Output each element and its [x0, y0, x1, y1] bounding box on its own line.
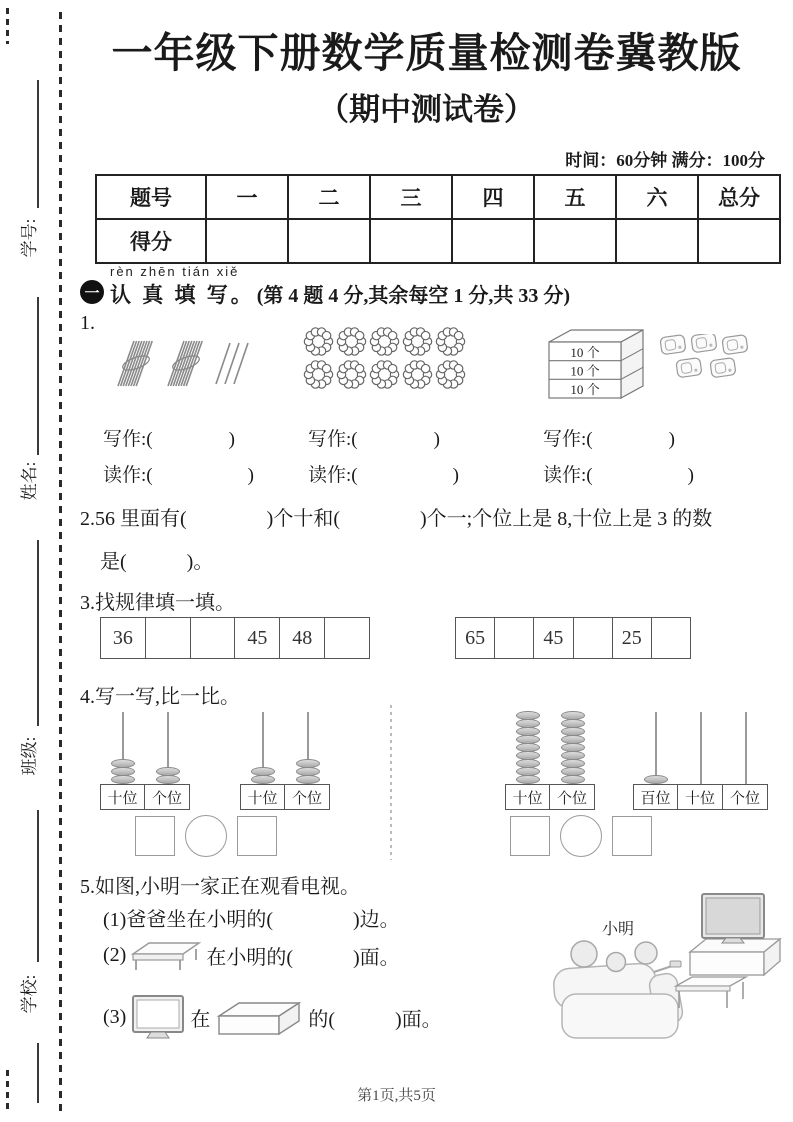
- sidebar-field-name: 姓名:: [20, 461, 39, 501]
- flower-ring: [402, 359, 433, 390]
- scene-person-label: 小明: [602, 921, 635, 938]
- abacus-place-label: 个位: [550, 784, 595, 810]
- score-table-header-cell: 总分: [698, 175, 780, 219]
- q2-line1: 2.56 里面有( )个十和( )个一;个位上是 8,十位上是 3 的数: [80, 508, 713, 530]
- compare-square: [612, 816, 652, 856]
- sequence-cell: [495, 617, 534, 659]
- flower-ring: [435, 326, 466, 357]
- flower-ring: [369, 359, 400, 390]
- sequence-table-2: [455, 617, 691, 659]
- abacus-rod: [723, 712, 768, 784]
- exam-meta: 时间：60分钟 满分：100分: [565, 151, 765, 170]
- sequence-cell: 48: [280, 617, 325, 659]
- abacus-place-label: 个位: [145, 784, 190, 810]
- sidebar-blank-line: [37, 540, 39, 726]
- q4-separator-line: [390, 705, 392, 860]
- tv-icon: [131, 994, 185, 1041]
- score-row-label-cell: 得分: [96, 219, 206, 263]
- abacus-column: [100, 712, 145, 810]
- scene-sofa: [553, 962, 684, 1038]
- abacus-bead: [644, 775, 668, 785]
- score-value-cell: [206, 219, 288, 263]
- abacus-rod: [285, 712, 330, 784]
- abacus-rod: [550, 712, 595, 784]
- score-table-header-cell: 五: [534, 175, 616, 219]
- abacus-rod: [678, 712, 723, 784]
- abacus-bead: [296, 775, 320, 785]
- q5-item-1: (1)爸爸坐在小明的( )边。: [103, 909, 400, 931]
- abacus-place-label: 百位: [633, 784, 678, 810]
- flower-ring: [369, 326, 400, 357]
- page-subtitle: （期中测试卷）: [318, 92, 535, 127]
- abacus-column: [240, 712, 285, 810]
- section-one-header: [80, 264, 570, 309]
- compare-square: [237, 816, 277, 856]
- sidebar-blank-line: [37, 297, 39, 455]
- section-score-note: (第 4 题 4 分,其余每空 1 分,共 33 分): [256, 285, 571, 307]
- sidebar-field-class: 班级:: [20, 736, 39, 776]
- score-table-corner-cell: 题号: [96, 175, 206, 219]
- q5-item2-text: 在小明的( )面。: [206, 946, 400, 969]
- abacus-rod: [100, 712, 145, 784]
- abacus-4: [633, 712, 768, 810]
- compare-group-right: [510, 815, 652, 857]
- abacus-2: [240, 712, 330, 810]
- sidebar-field-school: 学校:: [20, 974, 39, 1014]
- section-title: 认 真 填 写。: [110, 283, 255, 307]
- abacus-column: [678, 712, 723, 810]
- sticks-graphic: [110, 336, 250, 392]
- abacus-column: [550, 712, 595, 810]
- score-value-cell: [370, 219, 452, 263]
- q1-number: 1.: [80, 312, 95, 334]
- abacus-bead: [156, 775, 180, 785]
- score-value-row: [96, 219, 780, 263]
- score-table: [95, 174, 781, 264]
- abacus-place-label: 十位: [240, 784, 285, 810]
- q2-line2: 是( )。: [100, 551, 214, 573]
- write-blank: 写作:( ): [308, 429, 440, 450]
- q5-item3-number: (3): [103, 1006, 127, 1028]
- flowers-graphic: [303, 326, 473, 390]
- sequence-table-1: [100, 617, 370, 659]
- score-table-header-cell: 四: [452, 175, 534, 219]
- abacus-column: [285, 712, 330, 810]
- sequence-cell: [652, 617, 691, 659]
- abacus-bead: [251, 775, 275, 785]
- section-title-block: [110, 264, 255, 309]
- compare-group-left: [135, 815, 277, 857]
- sequence-cell: 25: [613, 617, 652, 659]
- write-blank: 写作:( ): [543, 429, 675, 450]
- page-title: 一年级下册数学质量检测卷冀教版: [111, 30, 742, 76]
- flower-ring: [336, 326, 367, 357]
- edge-mark-top: [6, 8, 9, 44]
- score-value-cell: [288, 219, 370, 263]
- pinyin-annotation: rèn zhēn tián xiě: [110, 264, 240, 279]
- read-blank: 读作:( ): [308, 465, 459, 486]
- q5-intro: 5.如图,小明一家正在观看电视。: [80, 876, 360, 898]
- scene-coffee-table: [676, 977, 746, 1008]
- page-footer: 第1页,共5页: [357, 1088, 436, 1104]
- table-icon: [131, 938, 201, 972]
- score-table-header-cell: 六: [616, 175, 698, 219]
- abacus-rod: [633, 712, 678, 784]
- q5-item2-number: (2): [103, 943, 127, 966]
- q4-label: 4.写一写,比一比。: [80, 686, 240, 708]
- abacus-column: [145, 712, 190, 810]
- fold-line: [59, 12, 62, 1112]
- svg-text:10 个: 10 个: [570, 382, 600, 398]
- svg-text:10 个: 10 个: [570, 345, 600, 360]
- sequence-cell: [325, 617, 370, 659]
- svg-text:10 个: 10 个: [570, 363, 600, 379]
- abacus-bead: [516, 775, 540, 785]
- abacus-1: [100, 712, 190, 810]
- scene-tv: [702, 894, 764, 943]
- flower-ring: [336, 359, 367, 390]
- score-table-header-cell: 三: [370, 175, 452, 219]
- abacus-column: [505, 712, 550, 810]
- compare-square: [510, 816, 550, 856]
- sidebar-field-student-id: 学号:: [20, 218, 39, 258]
- sequence-cell: 36: [100, 617, 146, 659]
- flower-ring: [303, 326, 334, 357]
- abacus-bead: [561, 775, 585, 785]
- abacus-rod: [145, 712, 190, 784]
- sequence-cell: 45: [534, 617, 573, 659]
- score-header-row: [96, 175, 780, 219]
- score-value-cell: [616, 219, 698, 263]
- score-value-cell: [452, 219, 534, 263]
- q5-item3-text: 的( )面。: [308, 1009, 442, 1031]
- abacus-column: [633, 712, 678, 810]
- flower-ring: [435, 359, 466, 390]
- sequence-cell: 45: [235, 617, 280, 659]
- ten-box-graphic: [543, 326, 645, 402]
- sequence-cell: [146, 617, 191, 659]
- abacus-rod: [505, 712, 550, 784]
- tv-scene-illustration: [548, 882, 788, 1057]
- erasers-graphic: [659, 334, 751, 382]
- q5-item-3: [103, 994, 442, 1041]
- q5-item3-mid: 在: [190, 1009, 211, 1031]
- abacus-place-label: 十位: [678, 784, 723, 810]
- abacus-bead: [111, 775, 135, 785]
- question-1: [75, 312, 793, 507]
- abacus-3: [505, 712, 595, 810]
- sidebar-blank-line: [37, 810, 39, 962]
- score-table-header-cell: 二: [288, 175, 370, 219]
- abacus-place-label: 个位: [723, 784, 768, 810]
- sequence-cell: [574, 617, 613, 659]
- score-value-cell: [698, 219, 780, 263]
- sequence-cell: [191, 617, 236, 659]
- abacus-column: [723, 712, 768, 810]
- abacus-rod: [240, 712, 285, 784]
- flower-ring: [303, 359, 334, 390]
- read-blank: 读作:( ): [103, 465, 254, 486]
- q5-item-2: [103, 938, 400, 972]
- write-blank: 写作:( ): [103, 429, 235, 450]
- abacus-place-label: 个位: [285, 784, 330, 810]
- flower-ring: [402, 326, 433, 357]
- q3-label: 3.找规律填一填。: [80, 592, 235, 614]
- score-table-header-cell: 一: [206, 175, 288, 219]
- abacus-place-label: 十位: [100, 784, 145, 810]
- compare-square: [135, 816, 175, 856]
- score-value-cell: [534, 219, 616, 263]
- compare-circle: [560, 815, 602, 857]
- sidebar-blank-line: [37, 80, 39, 208]
- read-blank: 读作:( ): [543, 465, 694, 486]
- cabinet-icon: [215, 999, 303, 1037]
- section-number-badge: 一: [80, 280, 104, 304]
- abacus-place-label: 十位: [505, 784, 550, 810]
- compare-circle: [185, 815, 227, 857]
- sequence-cell: 65: [455, 617, 495, 659]
